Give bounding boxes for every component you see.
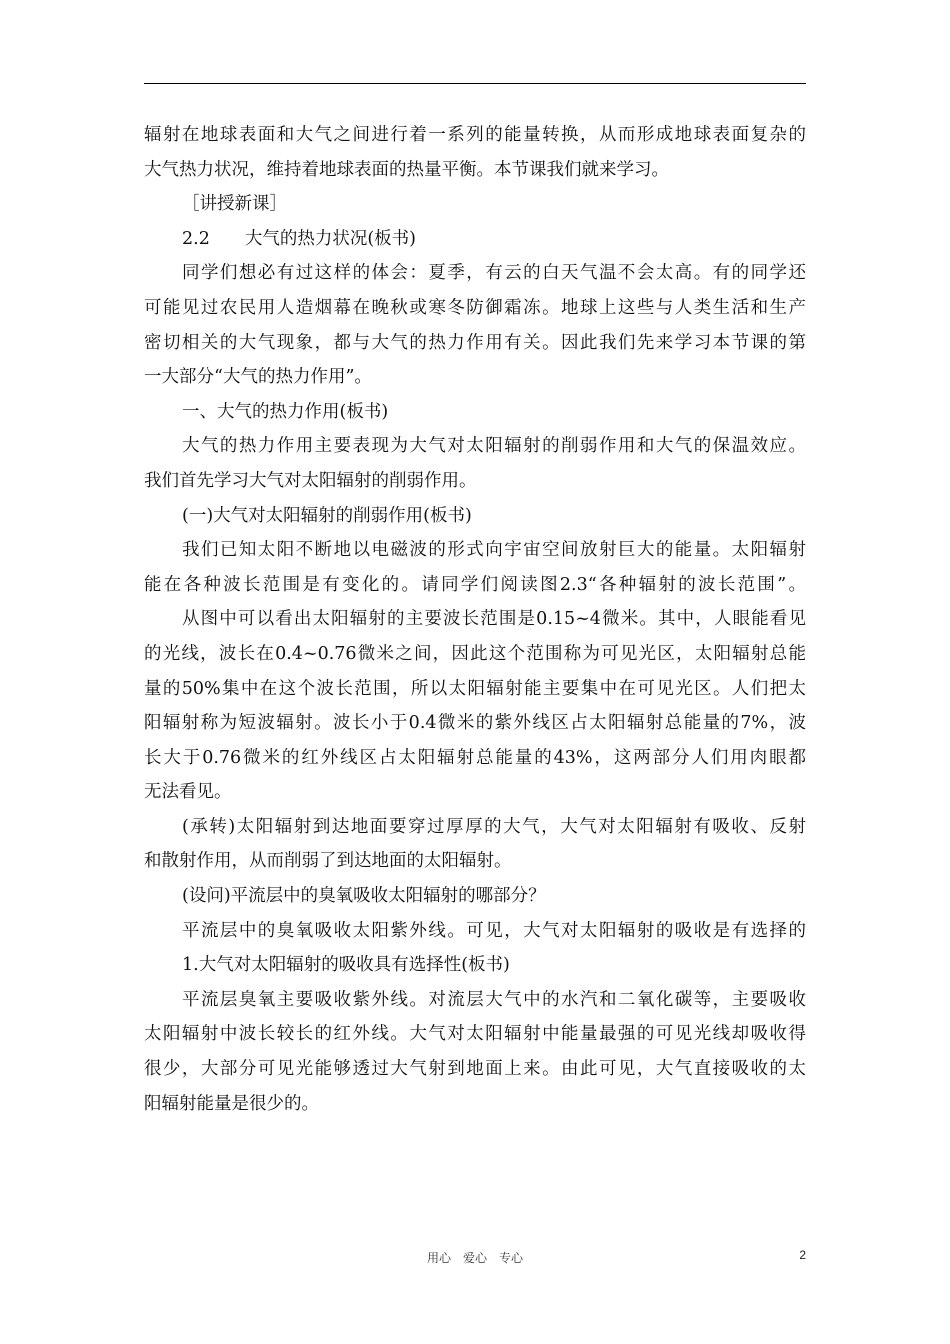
text-line: 量的50%集中在这个波长范围，所以太阳辐射能主要集中在可见光区。人们把太	[144, 678, 806, 699]
subsection-heading: (一)大气对太阳辐射的削弱作用(板书)	[182, 505, 472, 526]
text-line: 密切相关的大气现象，都与大气的热力作用有关。因此我们先来学习本节课的第	[144, 332, 806, 353]
paragraph-start: 平流层臭氧主要吸收紫外线。对流层大气中的水汽和二氧化碳等，主要吸收	[182, 989, 806, 1010]
text-line: 大气热力状况，维持着地球表面的热量平衡。本节课我们就来学习。	[144, 159, 669, 180]
text-line: 一大部分“大气的热力作用”。	[144, 367, 372, 388]
page-number: 2	[799, 1248, 806, 1262]
text-line: 太阳辐射中波长较长的红外线。大气对太阳辐射中能量最强的可见光线却吸收得	[144, 1024, 806, 1045]
subsection-heading: 一、大气的热力作用(板书)	[182, 401, 389, 422]
paragraph-start: 从图中可以看出太阳辐射的主要波长范围是0.15~4微米。其中，人眼能看见	[182, 609, 806, 630]
paragraph-start: 我们已知太阳不断地以电磁波的形式向宇宙空间放射巨大的能量。太阳辐射	[182, 540, 806, 561]
text-line: 的光线，波长在0.4~0.76微米之间，因此这个范围称为可见光区，太阳辐射总能	[144, 643, 806, 664]
subsection-heading: 1.大气对太阳辐射的吸收具有选择性(板书)	[182, 955, 510, 976]
document-body	[144, 118, 806, 1121]
section-marker: ［讲授新课］	[182, 194, 287, 215]
text-line: 能在各种波长范围是有变化的。请同学们阅读图2.3“各种辐射的波长范围”。	[144, 574, 806, 595]
text-line: 很少，大部分可见光能够透过大气射到地面上来。由此可见，大气直接吸收的太	[144, 1059, 806, 1080]
paragraph-start: 大气的热力作用主要表现为大气对太阳辐射的削弱作用和大气的保温效应。	[182, 436, 806, 457]
text-line: 可能见过农民用人造烟幕在晚秋或寒冬防御霜冻。地球上这些与人类生活和生产	[144, 297, 806, 318]
question-line: (设问)平流层中的臭氧吸收太阳辐射的哪部分？	[182, 886, 546, 907]
text-line: 长大于0.76微米的红外线区占太阳辐射总能量的43%，这两部分人们用肉眼都	[144, 747, 806, 768]
text-line: 阳辐射能量是很少的。	[144, 1093, 319, 1114]
paragraph-start: 同学们想必有过这样的体会：夏季，有云的白天气温不会太高。有的同学还	[182, 263, 806, 284]
header-rule	[144, 83, 806, 84]
paragraph-start: (承转)太阳辐射到达地面要穿过厚厚的大气，大气对太阳辐射有吸收、反射	[182, 816, 806, 837]
text-line: 无法看见。	[144, 782, 232, 803]
paragraph-start: 平流层中的臭氧吸收太阳紫外线。可见，大气对太阳辐射的吸收是有选择的	[182, 920, 806, 941]
footer-slogan: 用心 爱心 专心	[426, 1251, 523, 1265]
text-line: 我们首先学习大气对太阳辐射的削弱作用。	[144, 470, 477, 491]
section-heading: 2.2 大气的热力状况(板书)	[182, 228, 416, 249]
text-line: 辐射在地球表面和大气之间进行着一系列的能量转换，从而形成地球表面复杂的	[144, 125, 806, 145]
text-line: 和散射作用，从而削弱了到达地面的太阳辐射。	[144, 851, 512, 872]
text-line: 阳辐射称为短波辐射。波长小于0.4微米的紫外线区占太阳辐射总能量的7%，波	[144, 713, 806, 734]
